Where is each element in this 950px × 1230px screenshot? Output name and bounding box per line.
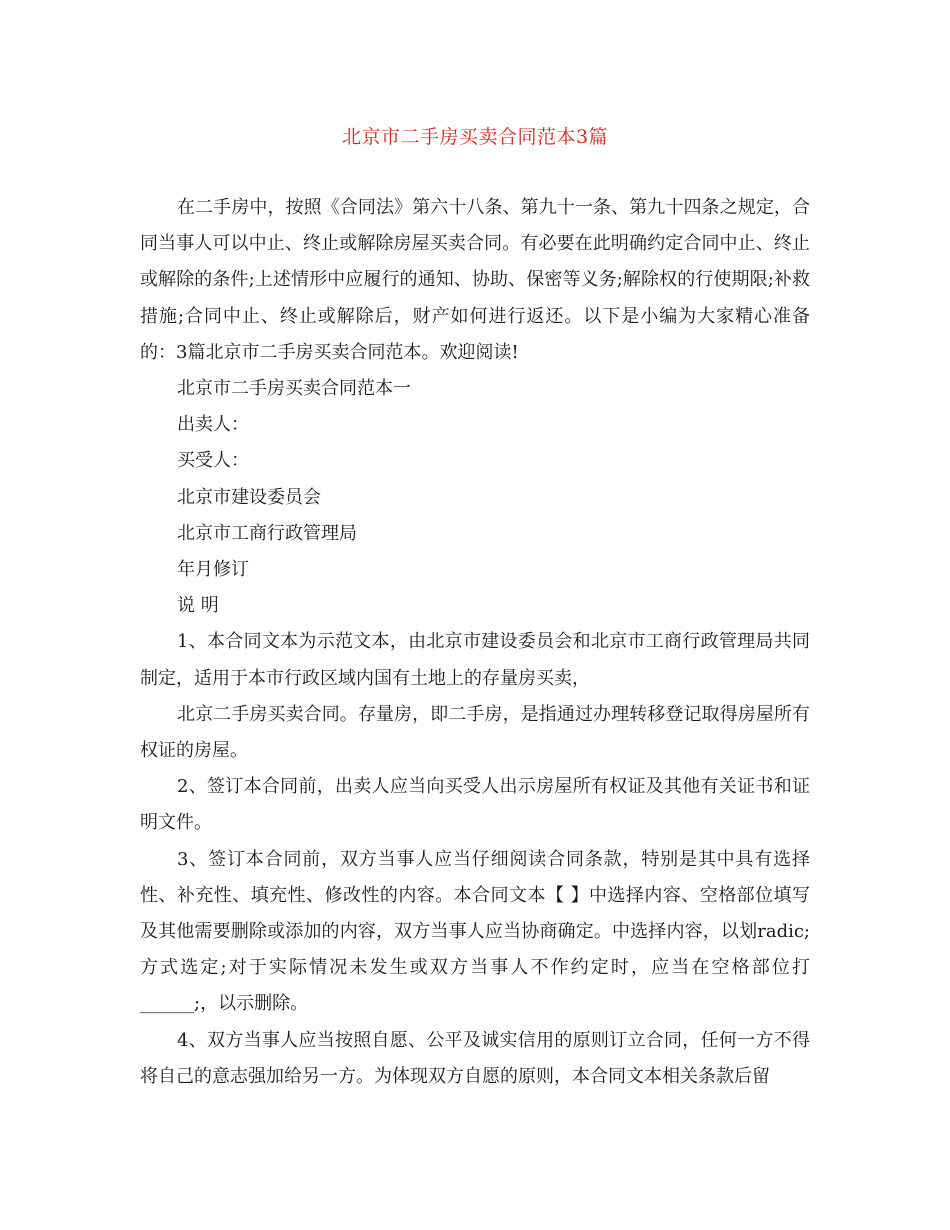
instructions-heading: 说 明 [177, 595, 219, 617]
instruction-item-2: 2、签订本合同前，出卖人应当向买受人出示房屋所有权证及其他有关证书和证明文件。 [140, 776, 810, 834]
document-title: 北京市二手房买卖合同范本3篇 [341, 126, 609, 148]
instruction-item-1-continued: 北京二手房买卖合同。存量房，即二手房，是指通过办理转移登记取得房屋所有权证的房屋。 [140, 703, 810, 762]
instruction-item-3: 3、签订本合同前，双方当事人应当仔细阅读合同条款，特别是其中具有选择性、补充性、填充性、修改性的内容。本合同文本【 】中选择内容、空格部位填写及其他需要删除或添加的内容，双方当事人应当协商确定。中选择内容，以划radic;方式选定;对于实际情况未发生或双方当事人不作约定时，应当在空格部位打______;，以示删除。 [140, 848, 810, 1015]
issuer-industry-commerce-bureau: 北京市工商行政管理局 [177, 522, 357, 544]
issuer-construction-committee: 北京市建设委员会 [177, 486, 321, 508]
section-heading-contract-one: 北京市二手房买卖合同范本一 [177, 378, 411, 400]
instruction-item-4: 4、双方当事人应当按照自愿、公平及诚实信用的原则订立合同，任何一方不得将自己的意志强加给另一方。为体现双方自愿的原则，本合同文本相关条款后留 [140, 1029, 810, 1087]
instruction-item-1: 1、本合同文本为示范文本，由北京市建设委员会和北京市工商行政管理局共同制定，适用于本市行政区域内国有土地上的存量房买卖， [140, 631, 810, 689]
seller-field-label: 出卖人： [177, 414, 249, 436]
revision-date-line: 年月修订 [177, 559, 249, 581]
intro-paragraph: 在二手房中，按照《合同法》第六十八条、第九十一条、第九十四条之规定，合同当事人可以中止、终止或解除房屋买卖合同。有必要在此明确约定合同中止、终止或解除的条件;上述情形中应履行的通知、协助、保密等义务;解除权的行使期限;补救措施;合同中止、终止或解除后，财产如何进行返还。以下是小编为大家精心准备的：3篇北京市二手房买卖合同范本。欢迎阅读! [140, 197, 810, 363]
buyer-field-label: 买受人： [177, 450, 249, 472]
document-body [140, 190, 810, 1095]
